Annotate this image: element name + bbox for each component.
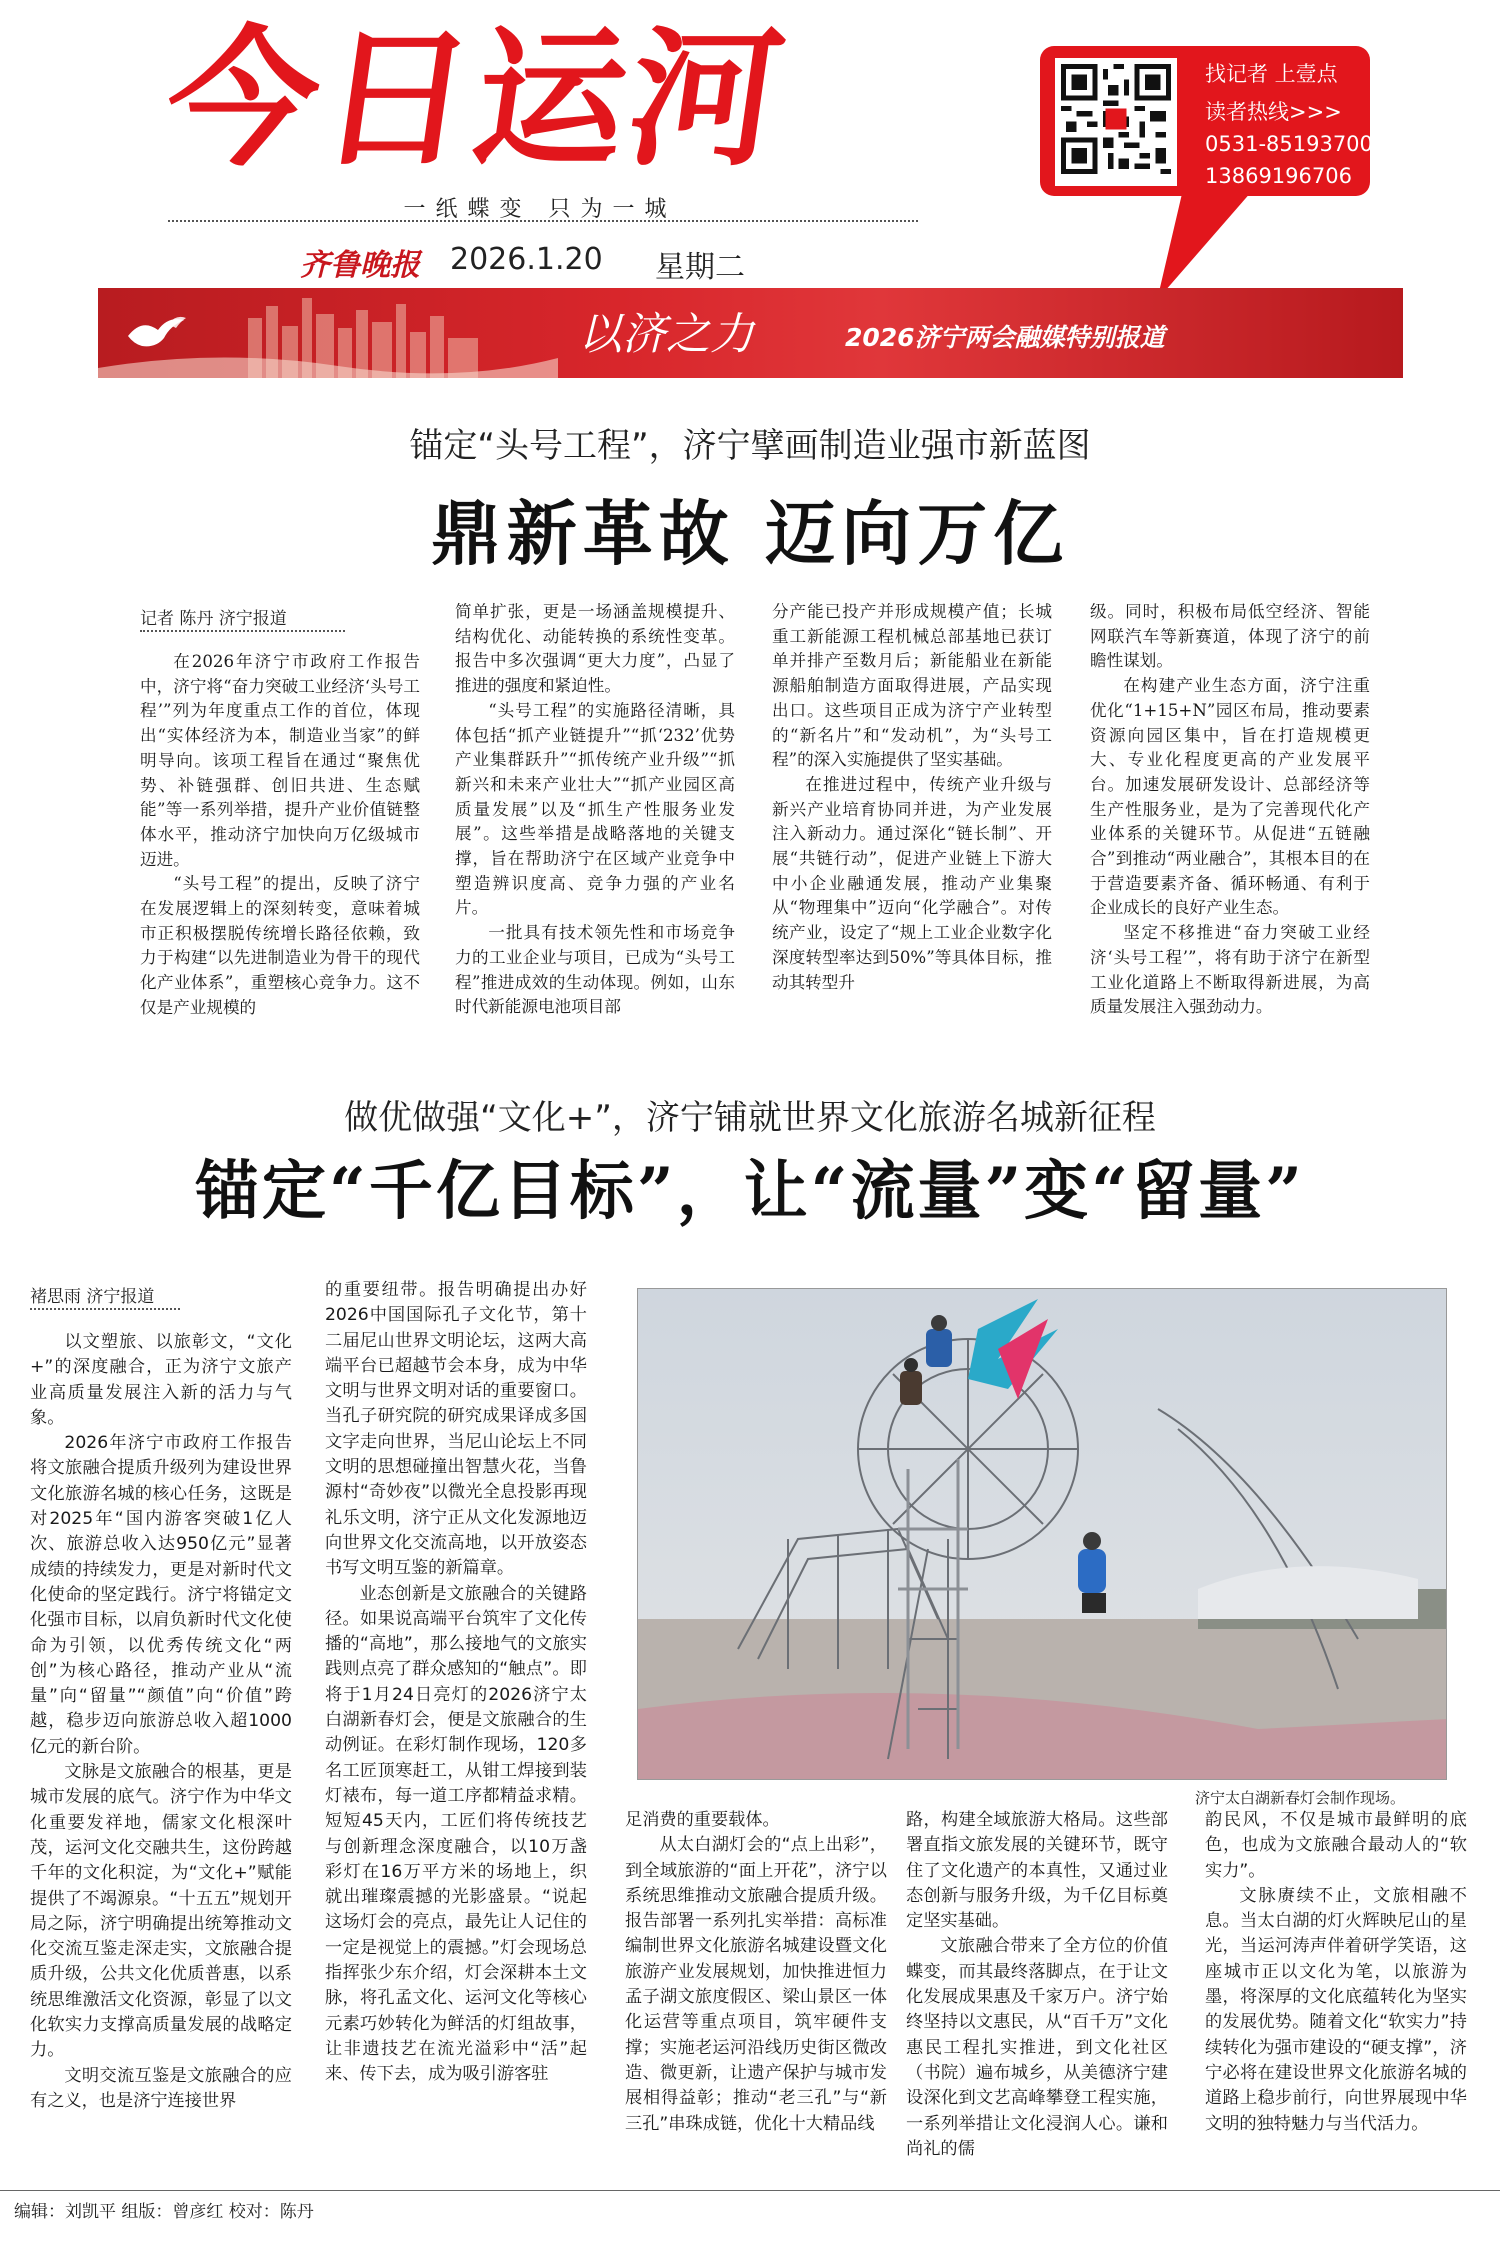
- article2-column-2: [325, 1278, 587, 2185]
- contact-hotline-label: 读者热线>>>: [1205, 100, 1342, 124]
- paragraph: “头号工程”的提出，反映了济宁在发展逻辑上的深刻转变，意味着城市正积极摆脱传统增长路径依赖，致力于构建“以先进制造业为骨干的现代化产业体系”，重塑核心竞争力。这不仅是产业规模的: [140, 874, 420, 1017]
- article2-headline: 锚定“千亿目标”，让“流量”变“留量”: [195, 1154, 1305, 1229]
- paragraph: “头号工程”的实施路径清晰，具体包括“抓产业链提升”“抓‘232’优势产业集群跃升”“抓传统产业升级”“抓新兴和未来产业壮大”“抓产业园区高质量发展”以及“抓生产性服务业发展”。这些举措是战略落地的关键支撑，旨在帮助济宁在区域产业竞争中塑造辨识度高、竞争力强的产业名片。: [455, 700, 735, 918]
- issue-weekday: 星期二: [655, 250, 745, 285]
- article1-kicker: 锚定“头号工程”，济宁擘画制造业强市新蓝图: [409, 426, 1091, 466]
- paragraph: 文旅融合带来了全方位的价值蝶变，而其最终落脚点，在于让文化发展成果惠及千家万户。济宁始终坚持以文惠民，从“百千万”文化惠民工程扎实推进，到文化社区（书院）遍布城乡，从美德济宁建设深化到文艺高峰攀登工程实施，一系列举措让文化浸润人心。谦和尚礼的儒: [906, 1936, 1168, 2159]
- paragraph: 的重要纽带。报告明确提出办好2026中国国际孔子文化节，第十二届尼山世界文明论坛，这两大高端平台已超越节会本身，成为中华文明与世界文明对话的重要窗口。当孔子研究院的研究成果译成多国文字走向世界，当尼山论坛上不同文明的思想碰撞出智慧火花，当鲁源村“奇妙夜”以微光全息投影再现礼乐文明，济宁正从文化发源地迈向世界文化交流高地，以开放姿态书写文明互鉴的新篇章。: [325, 1280, 587, 1579]
- paragraph: 韵民风，不仅是城市最鲜明的底色，也成为文旅融合最动人的“软实力”。: [1205, 1810, 1467, 1881]
- paragraph: 在推进过程中，传统产业升级与新兴产业培育协同并进，为产业发展注入新动力。通过深化“链长制”、开展“共链行动”，促进产业链上下游大中小企业融通发展，推动产业集聚从“物理集中”迈向“化学融合”。对传统产业，设定了“规上工业企业数字化深度转型率达到50%”等具体目标，推动其转型升: [772, 774, 1052, 992]
- article1-column-3: [772, 600, 1052, 1050]
- contact-phone-landline[interactable]: 0531-85193700: [1205, 132, 1373, 156]
- editor-credits: 编辑：刘凯平 组版：曾彦红 校对：陈丹: [14, 2202, 314, 2222]
- paragraph: 业态创新是文旅融合的关键路径。如果说高端平台筑牢了文化传播的“高地”，那么接地气的文旅实践则点亮了群众感知的“触点”。即将于1月24日亮灯的2026济宁太白湖新春灯会，便是文旅融合的生动例证。在彩灯制作现场，120多名工匠顶寒赶工，从钳工焊接到装灯裱布，每一道工序都精益求精。短短45天内，工匠们将传统技艺与创新理念深度融合，以10万盏彩灯在16万平方米的场地上，织就出璀璨震撼的光影盛景。“说起这场灯会的亮点，最先让人记住的一定是视觉上的震撼。”灯会现场总指挥张少东介绍，灯会深耕本土文脉，将孔孟文化、运河文化等核心元素巧妙转化为鲜活的灯组故事，让非遗技艺在流光溢彩中“活”起来、传下去，成为吸引游客驻: [325, 1583, 587, 2085]
- paragraph: 文脉是文旅融合的根基，更是城市发展的底气。济宁作为中华文化重要发祥地，儒家文化根深叶茂，运河文化交融共生，这份跨越千年的文化积淀，为“文化+”赋能提供了不竭源泉。“十五五”规划开局之际，济宁明确提出统筹推动文化交流互鉴走深走实，文旅融合提质升级，公共文化优质普惠，以系统思维激活文化资源，彰显了以文化软实力支撑高质量发展的战略定力。: [30, 1762, 292, 2061]
- paragraph: 文明交流互鉴是文旅融合的应有之义，也是济宁连接世界: [30, 2065, 292, 2111]
- paragraph: 分产能已投产并形成规模产值；长城重工新能源工程机械总部基地已获订单并排产至数月后；新能船业在新能源船舶制造方面取得进展，产品实现出口。这些项目正成为济宁产业转型的“新名片”和“发动机”，为“头号工程”的深入实施提供了坚实基础。: [772, 602, 1052, 770]
- paragraph: 简单扩张，更是一场涵盖规模提升、结构优化、动能转换的系统性变革。报告中多次强调“更大力度”，凸显了推进的强度和紧迫性。: [455, 602, 735, 696]
- contact-phone-mobile[interactable]: 13869196706: [1205, 164, 1352, 188]
- article2-kicker: 做优做强“文化+”，济宁铺就世界文化旅游名城新征程: [344, 1098, 1156, 1138]
- lantern-workshop-photo: [637, 1288, 1447, 1780]
- article2-column-4: [906, 1808, 1168, 2185]
- footer-divider: [0, 2190, 1500, 2191]
- city-skyline-graphic: [98, 288, 558, 378]
- issue-date: 2026.1.20: [450, 242, 603, 277]
- article1-headline: 鼎新革故 迈向万亿: [430, 492, 1070, 575]
- contact-reporter-line: 找记者 上壹点: [1205, 62, 1338, 86]
- banner-title: 以济之力: [578, 309, 754, 360]
- article2-column-5: [1205, 1808, 1467, 2185]
- article1-byline: 记者 陈丹 济宁报道: [140, 609, 287, 629]
- paragraph: 在构建产业生态方面，济宁注重优化“1+15+N”园区布局，推动要素资源向园区集中，旨在打造规模更大、专业化程度更高的产业发展平台。加速发展研发设计、总部经济等生产性服务业，是为了完善现代化产业体系的关键环节。从促进“五链融合”到推动“两业融合”，其根本目的在于营造要素齐备、循环畅通、有利于企业成长的良好产业生态。: [1090, 676, 1370, 918]
- contact-bubble-tail: [1147, 190, 1253, 300]
- article1-column-2: [455, 600, 735, 1050]
- dove-icon: [128, 317, 186, 346]
- paragraph: 2026年济宁市政府工作报告将文旅融合提质升级列为建设世界文化旅游名城的核心任务，这既是对2025年“国内游客突破1亿人次、旅游总收入达950亿元”显著成绩的持续发力，更是对新时代文化使命的坚定践行。济宁将锚定文化强市目标，以肩负新时代文化使命为引领，以优秀传统文化“两创”为核心路径，推动产业从“流量”向“留量”“颜值”向“价值”跨越，稳步迈向旅游总收入超1000亿元的新台阶。: [30, 1433, 292, 1757]
- photo-caption: 济宁太白湖新春灯会制作现场。: [1195, 1789, 1406, 1807]
- paragraph: 路，构建全域旅游大格局。这些部署直指文旅发展的关键环节，既守住了文化遗产的本真性，又通过业态创新与服务升级，为千亿目标奠定坚实基础。: [906, 1810, 1168, 1932]
- paragraph: 以文塑旅、以旅彰文，“文化+”的深度融合，正为济宁文旅产业高质量发展注入新的活力与气象。: [30, 1332, 292, 1428]
- paragraph: 级。同时，积极布局低空经济、智能网联汽车等新赛道，体现了济宁的前瞻性谋划。: [1090, 602, 1370, 671]
- masthead-logo: [155, 13, 928, 187]
- paper-name: 齐鲁晚报: [300, 248, 420, 283]
- article1-column-1: [140, 650, 420, 1050]
- paragraph: 足消费的重要载体。: [625, 1810, 780, 1830]
- byline-divider: [140, 630, 345, 632]
- article2-column-1: [30, 1330, 292, 2185]
- masthead-title: 今日运河: [155, 13, 797, 187]
- paragraph: 坚定不移推进“奋力突破工业经济‘头号工程’”，将有助于济宁在新型工业化道路上不断取得新进展，为高质量发展注入强劲动力。: [1090, 923, 1370, 1017]
- banner-subtitle: 2026济宁两会融媒特别报道: [845, 323, 1165, 352]
- header-divider: [168, 220, 918, 222]
- paragraph: 一批具有技术领先性和市场竞争力的工业企业与项目，已成为“头号工程”推进成效的生动体现。例如，山东时代新能源电池项目部: [455, 923, 735, 1017]
- paragraph: 从太白湖灯会的“点上出彩”，到全域旅游的“面上开花”，济宁以系统思维推动文旅融合提质升级。报告部署一系列扎实举措：高标准编制世界文化旅游名城建设暨文化旅游产业发展规划，加快推进恒力孟子湖文旅度假区、梁山景区一体化运营等重点项目，筑牢硬件支撑；实施老运河沿线历史街区微改造、微更新，让遗产保护与城市发展相得益彰；推动“老三孔”与“新三孔”串珠成链，优化十大精品线: [625, 1835, 887, 2134]
- paragraph: 在2026年济宁市政府工作报告中，济宁将“奋力突破工业经济‘头号工程’”列为年度重点工作的首位，体现出“实体经济为本，制造业当家”的鲜明导向。该项工程旨在通过“聚焦优势、补链强群、创旧共进、生态赋能”等一系列举措，提升产业价值链整体水平，推动济宁加快向万亿级城市迈进。: [140, 652, 420, 869]
- paragraph: 文脉赓续不止，文旅相融不息。当太白湖的灯火辉映尼山的星光，当运河涛声伴着研学笑语，这座城市正以文化为笔，以旅游为墨，将深厚的文化底蕴转化为坚实的发展优势。随着文化“软实力”持续转化为强市建设的“硬支撑”，济宁必将在建设世界文化旅游名城的道路上稳步前行，向世界展现中华文明的独特魅力与当代活力。: [1205, 1885, 1467, 2134]
- article2-column-3: [625, 1808, 887, 2185]
- byline-divider: [30, 1308, 180, 1310]
- masthead-slogan: 一纸蝶变 只为一城: [403, 197, 677, 222]
- article2-byline: 褚思雨 济宁报道: [30, 1287, 155, 1307]
- qr-code-icon[interactable]: [1055, 58, 1177, 186]
- article1-column-4: [1090, 600, 1370, 1050]
